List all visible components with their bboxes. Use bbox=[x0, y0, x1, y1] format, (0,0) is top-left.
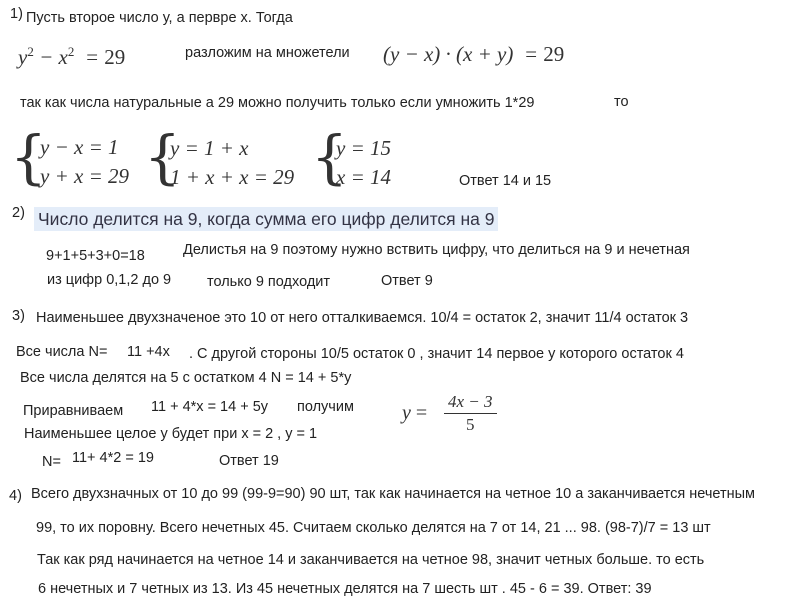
divide-by-5-text: Все числа делятся на 5 с остатком 4 N = 14 + 5*y bbox=[20, 370, 352, 386]
fraction-4x-3-over-5 bbox=[444, 392, 497, 435]
section-4-line-2: 99, то их поровну. Всего нечетных 45. Считаем сколько делятся на 7 от 14, 21 ... 98. (98-7)/7 = 13 шт bbox=[36, 520, 711, 536]
equation-factored-rhs: 29 bbox=[543, 42, 565, 66]
equation-squares: $y^2 - x^2 = 29$ bbox=[18, 44, 126, 69]
system-1-line-2: y + x = 29 bbox=[40, 164, 129, 188]
system-1-line-1: y − x = 1 bbox=[40, 135, 119, 159]
divisibility-explain: Делистья на 9 поэтому нужно вствить цифру, что делиться на 9 и нечетная bbox=[183, 242, 690, 258]
system-3-line-1: y = 15 bbox=[336, 136, 391, 160]
n-calculation: 11+ 4*2 = 19 bbox=[72, 450, 154, 466]
get-label: получим bbox=[297, 399, 354, 415]
system-1-brace: { bbox=[10, 123, 47, 191]
section-4-line-1: Всего двухзначных от 10 до 99 (99-9=90) 90 шт, так как начинается на четное 10 а заканчивается нечетным bbox=[31, 486, 756, 502]
section-2-number: 2) bbox=[12, 205, 25, 221]
divisibility-rule-highlight: Число делится на 9, когда сумма его цифр делится на 9 bbox=[34, 207, 498, 231]
fraction-denominator: 5 bbox=[466, 415, 475, 434]
equation-squares-rhs: 29 bbox=[104, 45, 126, 69]
section-3-number: 3) bbox=[12, 308, 25, 324]
fraction-equals: = bbox=[415, 402, 428, 424]
section-4-line-4: 6 нечетных и 7 четных из 13. Из 45 нечетных делятся на 7 шесть шт . 45 - 6 = 39. Ответ: 39 bbox=[38, 581, 652, 597]
system-2-brace: { bbox=[144, 123, 181, 191]
system-3-brace: { bbox=[311, 123, 348, 191]
factor-text: разложим на множетели bbox=[185, 45, 350, 61]
digit-sum: 9+1+5+3+0=18 bbox=[46, 248, 145, 264]
section-1-number: 1) bbox=[10, 6, 23, 22]
reason-to: то bbox=[614, 94, 629, 110]
formula-11-4x: 11 +4x bbox=[127, 344, 170, 360]
equate-label: Приравниваем bbox=[23, 403, 124, 419]
section-1-intro: Пусть второе число у, а первре х. Тогда bbox=[26, 10, 293, 26]
fraction-lhs bbox=[402, 402, 427, 425]
fraction-y: y bbox=[402, 402, 411, 424]
digit-range: из цифр 0,1,2 до 9 bbox=[47, 272, 172, 288]
section-2-answer: Ответ 9 bbox=[381, 273, 433, 289]
section-4-number: 4) bbox=[9, 488, 22, 504]
all-numbers-label: Все числа N= bbox=[16, 344, 108, 360]
section-3-answer: Ответ 19 bbox=[219, 453, 279, 469]
section-4-line-3: Так как ряд начинается на четное 14 и заканчивается на четное 98, значит четных больше. то есть bbox=[37, 552, 705, 568]
equation-factored: (y − x) · (x + y) = 29 bbox=[383, 42, 565, 66]
least-integer-text: Наименьшее целое у будет при х = 2 , у = 1 bbox=[24, 426, 318, 442]
other-side-text: . С другой стороны 10/5 остаток 0 , значит 14 первое у которого остаток 4 bbox=[189, 346, 684, 362]
system-2-line-1: y = 1 + x bbox=[170, 136, 249, 160]
equate-formula: 11 + 4*x = 14 + 5y bbox=[151, 399, 269, 415]
reason-text: так как числа натуральные а 29 можно получить только если умножить 1*29 bbox=[20, 95, 535, 111]
system-3-line-2: x = 14 bbox=[336, 165, 391, 189]
section-3-line-1: Наименьшее двухзначеное это 10 от него отталкиваемся. 10/4 = остаток 2, значит 11/4 остаток 3 bbox=[36, 310, 689, 326]
n-label: N= bbox=[42, 454, 61, 470]
fraction-numerator: 4x − 3 bbox=[444, 392, 497, 414]
section-1-answer: Ответ 14 и 15 bbox=[459, 173, 552, 189]
system-2-line-2: 1 + x + x = 29 bbox=[170, 165, 295, 189]
only-nine: только 9 подходит bbox=[207, 274, 331, 290]
